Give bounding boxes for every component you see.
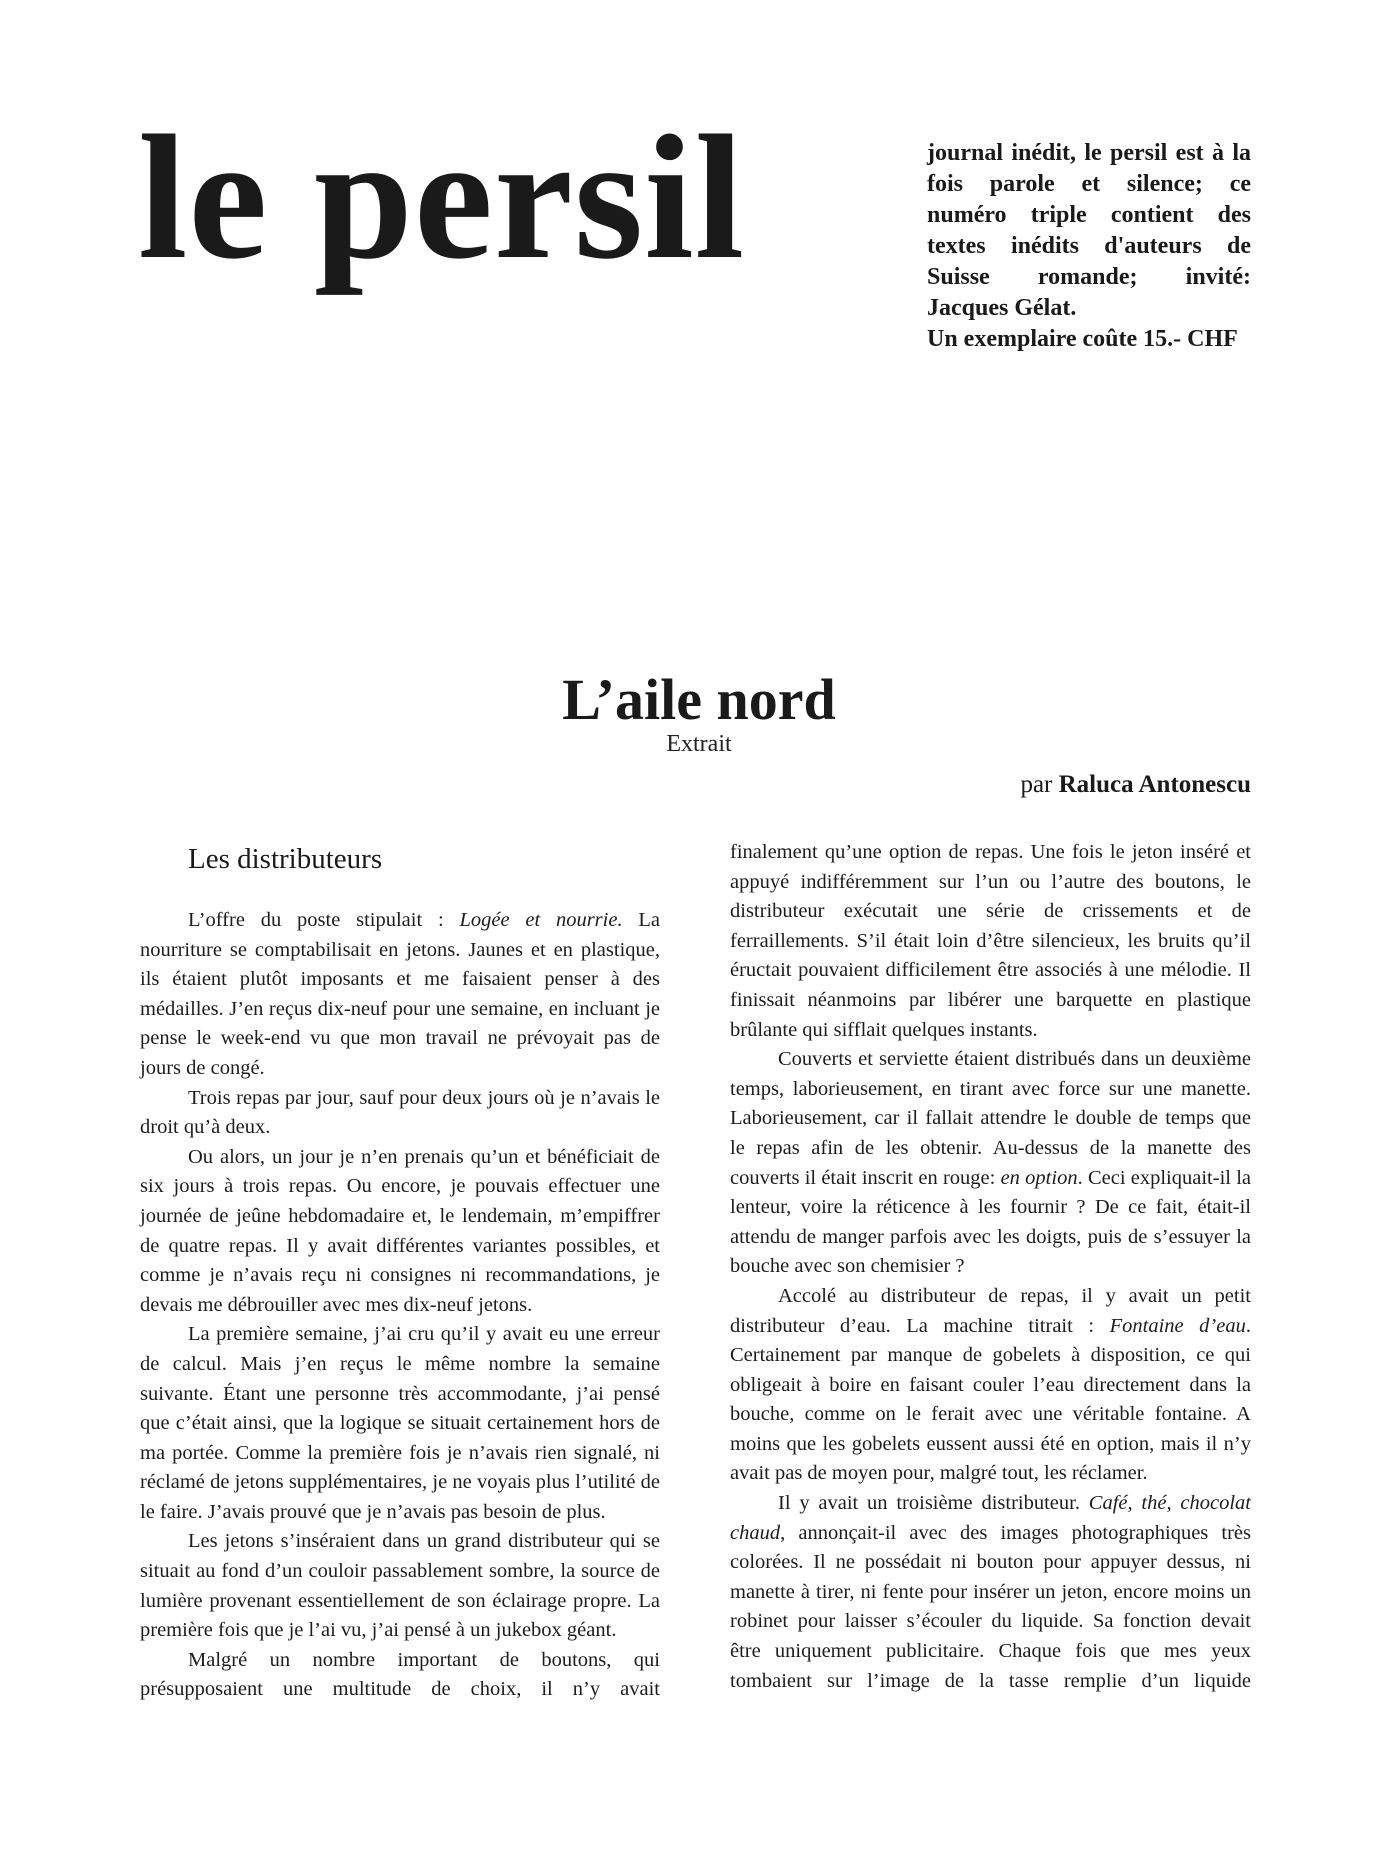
- paragraph: [140, 1320, 660, 1527]
- paragraph: [730, 1282, 1251, 1489]
- text-run: Il y avait un troisième distributeur.: [778, 1492, 1089, 1515]
- paragraph: [140, 1646, 660, 1705]
- paragraph: [140, 1527, 660, 1645]
- article-title: L’aile nord: [562, 667, 836, 732]
- blurb-text: journal inédit, le persil est à la fois parole et silence; ce numéro triple contient des textes inédits d'auteurs de Suisse romande; invité: Jacques Gélat.: [927, 140, 1251, 321]
- text-run: L’offre du poste stipulait :: [188, 909, 460, 931]
- byline-prefix: par: [1020, 771, 1053, 798]
- paragraph: [730, 838, 1251, 1045]
- byline-author: Raluca Antonescu: [1058, 771, 1251, 798]
- text-run: Couverts et serviette étaient distribués dans un deuxième temps, laborieusement, en tirant avec force sur une manette. Laborieusement, car il fallait attendre le double de temps que le repas afin de les obtenir. Au-dessus de la manette des couverts il était inscrit en rouge:: [730, 1048, 1251, 1189]
- left-column: [140, 842, 660, 1705]
- paragraph: [140, 906, 660, 1084]
- text-run: Accolé au distributeur de repas, il y avait un petit distributeur d’eau. La machine titrait :: [730, 1284, 1251, 1337]
- italic-run: Fontaine d’eau: [1109, 1314, 1246, 1337]
- byline: [1020, 770, 1251, 800]
- masthead-title: le persil: [138, 98, 746, 296]
- paragraph: [730, 1045, 1251, 1282]
- italic-run: en option: [1000, 1166, 1078, 1189]
- italic-run: Logée et nourrie.: [459, 909, 623, 931]
- text-run: La première semaine, j’ai cru qu’il y avait eu une erreur de calcul. Mais j’en reçus le même nombre la semaine suivante. Étant une personne très accommodante, j’ai pensé que c’était ainsi, que la logique se situait certainement hors de ma portée. Comme la première fois je n’avais rien signalé, ni réclamé de jetons supplémentaires, je ne voyais plus l’utilité de le faire. J’avais prouvé que je n’avais pas besoin de plus.: [140, 1323, 660, 1523]
- right-column-body: [730, 838, 1251, 1696]
- italic-run: Café, thé, chocolat chaud: [730, 1492, 1251, 1544]
- text-run: finalement qu’une option de repas. Une fois le jeton inséré et appuyé indifféremment sur l’un ou l’autre des boutons, le distributeur exécutait une série de crissements et de ferraillements. S’il était loin d’être silencieux, les bruits qu’il éructait pouvaient difficilement être associés à une mélodie. Il finissait néanmoins par libérer une barquette en plastique brûlante qui sifflait quelques instants.: [730, 841, 1251, 1041]
- text-run: , annonçait-il avec des images photographiques très colorées. Il ne possédait ni bouton pour appuyer dessus, ni manette à tirer, ni fente pour insérer un jeton, encore moins un robinet pour laisser s’écouler du liquide. Sa fonction devait être uniquement publicitaire. Chaque fois que mes yeux tombaient sur l’image de la tasse remplie d’un liquide: [730, 1521, 1251, 1692]
- right-column: [730, 838, 1251, 1696]
- left-column-body: [140, 906, 660, 1705]
- text-run: Ou alors, un jour je n’en prenais qu’un et bénéficiait de six jours à trois repas. Ou encore, je pouvais effectuer une journée de jeûne hebdomadaire et, le lendemain, m’empiffrer de quatre repas. Il y avait différentes variantes possibles, et comme je n’avais reçu ni consignes ni recommandations, je devais me débrouiller avec mes dix-neuf jetons.: [140, 1145, 660, 1316]
- blurb-price: Un exemplaire coûte 15.- CHF: [927, 326, 1238, 352]
- issue-blurb: [927, 138, 1251, 355]
- text-run: Les jetons s’inséraient dans un grand distributeur qui se situait au fond d’un couloir passablement sombre, la source de lumière provenant essentiellement de son éclairage propre. La première fois que je l’ai vu, j’ai pensé à un jukebox géant.: [140, 1530, 660, 1642]
- text-run: Trois repas par jour, sauf pour deux jours où je n’avais le droit qu’à deux.: [140, 1086, 660, 1139]
- paragraph: [730, 1489, 1251, 1696]
- text-run: Malgré un nombre important de boutons, qui présupposaient une multitude de choix, il n’y avait: [140, 1648, 660, 1701]
- text-run: . Ceci expliquait-il la lenteur, voire la réticence à les fournir ? De ce fait, était-il attendu de manger parfois avec les doigts, puis de s’essuyer la bouche avec son chemisier ?: [730, 1166, 1252, 1278]
- paragraph: [140, 1143, 660, 1321]
- paragraph: [140, 1084, 660, 1143]
- section-heading: Les distributeurs: [188, 843, 383, 875]
- text-run: La nourriture se comptabilisait en jetons. Jaunes et en plastique, ils étaient plutôt imposants et me faisaient penser à des médailles. J’en reçus dix-neuf pour une semaine, en incluant je pense le week-end vu que mon travail ne prévoyait pas de jours de congé.: [140, 909, 660, 1079]
- article-subtitle: Extrait: [666, 731, 732, 757]
- text-run: . Certainement par manque de gobelets à disposition, ce qui obligeait à boire en faisant couler l’eau directement dans la bouche, comme on le ferait avec une véritable fontaine. A moins que les gobelets eussent aussi été en option, mais il n’y avait pas de moyen pour, malgré tout, les réclamer.: [730, 1314, 1251, 1485]
